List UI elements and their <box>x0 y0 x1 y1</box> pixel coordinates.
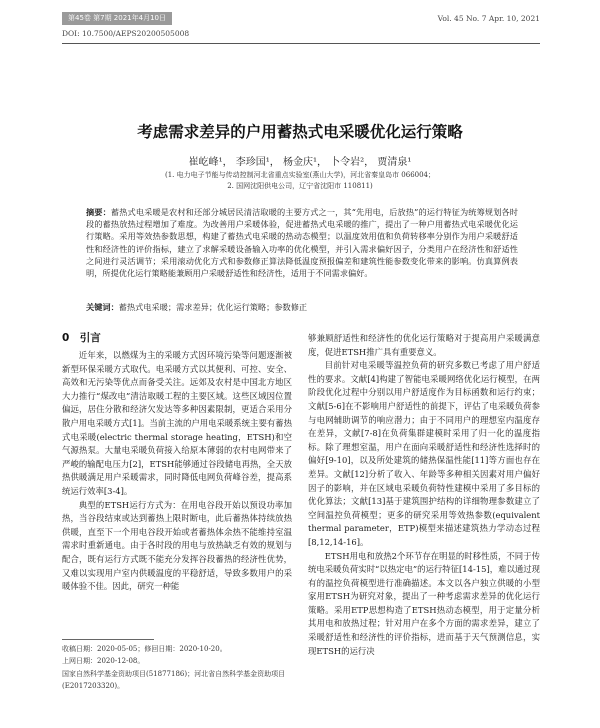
affiliation-1: (1. 电力电子节能与传动控制河北省重点实验室(燕山大学)，河北省秦皇岛市 066004； <box>164 171 436 179</box>
footnote-online: 上网日期：2020-12-08。 <box>62 657 145 666</box>
author-list: 崔屹峰¹， 李珍国¹， 杨金庆¹， 卜令岩²， 贾清泉¹ <box>188 157 412 168</box>
paper-title: 考虑需求差异的户用蓄热式电采暖优化运行策略 <box>137 123 463 141</box>
abstract <box>86 206 518 279</box>
journal-issue-badge: 第45卷 第7期 2021年4月10日 <box>62 12 172 25</box>
right-column <box>308 332 540 658</box>
header-rule <box>62 43 540 44</box>
keywords <box>86 301 518 313</box>
abstract-label: 摘要： <box>86 207 111 217</box>
body-paragraph: 目前针对电采暖等温控负荷的研究多数已考虑了用户舒适性的要求。文献[4]构建了智能电采暖网络优化运行模型，在两阶段优化过程中分别以用户舒适度作为目标函数和运行约束；文献[5-6]在不影响用户舒适性的前提下，评估了电采暖负荷参与电网辅助调节的响应潜力；由于不同用户的理想室内温度存在差异，文献[7-8]在负荷集群建模时采用了归一化的温度指标。除了理想室温，用户在面向采暖舒适性和经济性选择时的偏好[9-10]，以及所处建筑的储热保温性能[11]等方面也存在差异。文献[12]分析了收入、年龄等多种相关因素对用户偏好因子的影响，并在区域电采暖负荷特性建模中采用了多目标的优化算法；文献[13]基于建筑围护结构的详细物理参数建立了空间温控负荷模型；更多的研究采用等效热参数(equivalent thermal parameter，ETP)模型来描述建筑热力学动态过程[8,12,14-16]。 <box>308 360 540 547</box>
doi: DOI: 10.7500/AEPS20200505008 <box>62 29 190 38</box>
body-paragraph: 近年来，以燃煤为主的采暖方式因环境污染等问题逐渐被新型环保采暖方式取代。电采暖方式以其便利、可控、安全、高效和无污染等优点而备受关注。远郊及农村是中国北方地区大力推行“煤改电”清洁取暖工程的主要区域。这些区域因位置偏远，居住分散和经济欠发达等多种因素限制，更适合采用分散户用电采暖方式[1]。当前主流的户用电采暖系统主要有蓄热式电采暖(electric thermal storage heating，ETSH)和空气源热泵。大量电采暖负荷接入给原本薄弱的农村电网带来了严峻的输配电压力[2]，ETSH能够通过谷段储电再热，全天放热供暖满足用户采暖需求，同时降低电网负荷峰谷差，提高系统运行效率[3-4]。 <box>62 350 292 496</box>
keywords-label: 关键词： <box>86 302 119 312</box>
body-paragraph: ETSH用电和放热2个环节存在明显的时移性质，不同于传统电采暖负荷实时“以热定电”的运行特征[14-15]，难以通过现有的温控负荷模型进行准确描述。本文以各户独立供暖的小型家用ETSH为研究对象，提出了一种考虑需求差异的优化运行策略。采用ETP思想构造了ETSH热动态模型，用于定量分析其用电和放热过程；针对用户在多个方面的需求差异，建立了采暖舒适性和经济性的评价指标，进而基于天气预测信息，实现ETSH的运行决 <box>308 550 540 656</box>
body-paragraph: 典型的ETSH运行方式为：在用电谷段开始以预设功率加热，当谷段结束或达到蓄热上限时断电，此后蓄热体持续放热供暖，直至下一个用电谷段开始或者蓄热体余热不能维持室温需求时重新通电。由于各时段的用电与放热缺乏有效的规划与配合，既有运行方式既不能充分发挥谷段蓄热的经济性优势，又难以实现用户室内供暖温度的平稳舒适，导致多数用户的采暖体验不佳。因此，研究一种能 <box>62 499 292 592</box>
affiliation-2: 2. 国网沈阳供电公司，辽宁省沈阳市 110811) <box>227 182 373 190</box>
footnote-funding: 国家自然科学基金资助项目(51877186)；河北省自然科学基金资助项目(E2017203320)。 <box>62 669 286 691</box>
section-heading: 0 引言 <box>62 332 101 344</box>
left-column <box>62 349 292 594</box>
keywords-text: 蓄热式电采暖；需求差异；优化运行策略；参数修正 <box>118 302 308 312</box>
abstract-text: 蓄热式电采暖是农村和还部分城居民清洁取暖的主要方式之一，其“先用电，后放热”的运行特征为统筹规划各时段的蓄热放热过程增加了难度。为改善用户采暖体验，促进蓄热式电采暖的推广，提出了一种户用蓄热式电采暖优化运行策略。采用等效热参数思想，构建了蓄热式电采暖的热动态模型；以温度效用值和负荷转移率分别作为用户采暖舒适性和经济性的评价指标，建立了求解采暖设备输入功率的优化模型，并引入需求偏好因子，分类用户在经济性和舒适性之间进行灵活调节；采用滚动优化方式和参数修正算法降低温度预报偏差和建筑性能参数变化带来的影响。仿真算例表明，所提优化运行策略能兼顾用户采暖舒适性和经济性，适用于不同需求偏好。 <box>86 207 518 279</box>
footnote-rule <box>62 639 154 640</box>
footnote-received: 收稿日期：2020-05-05；修回日期：2020-10-20。 <box>62 645 227 653</box>
journal-issue-english: Vol. 45 No. 7 Apr. 10, 2021 <box>437 14 540 23</box>
body-paragraph: 够兼顾舒适性和经济性的优化运行策略对于提高用户采暖满意度，促进ETSH推广具有重要意义。 <box>308 333 540 357</box>
footnotes <box>62 643 294 693</box>
